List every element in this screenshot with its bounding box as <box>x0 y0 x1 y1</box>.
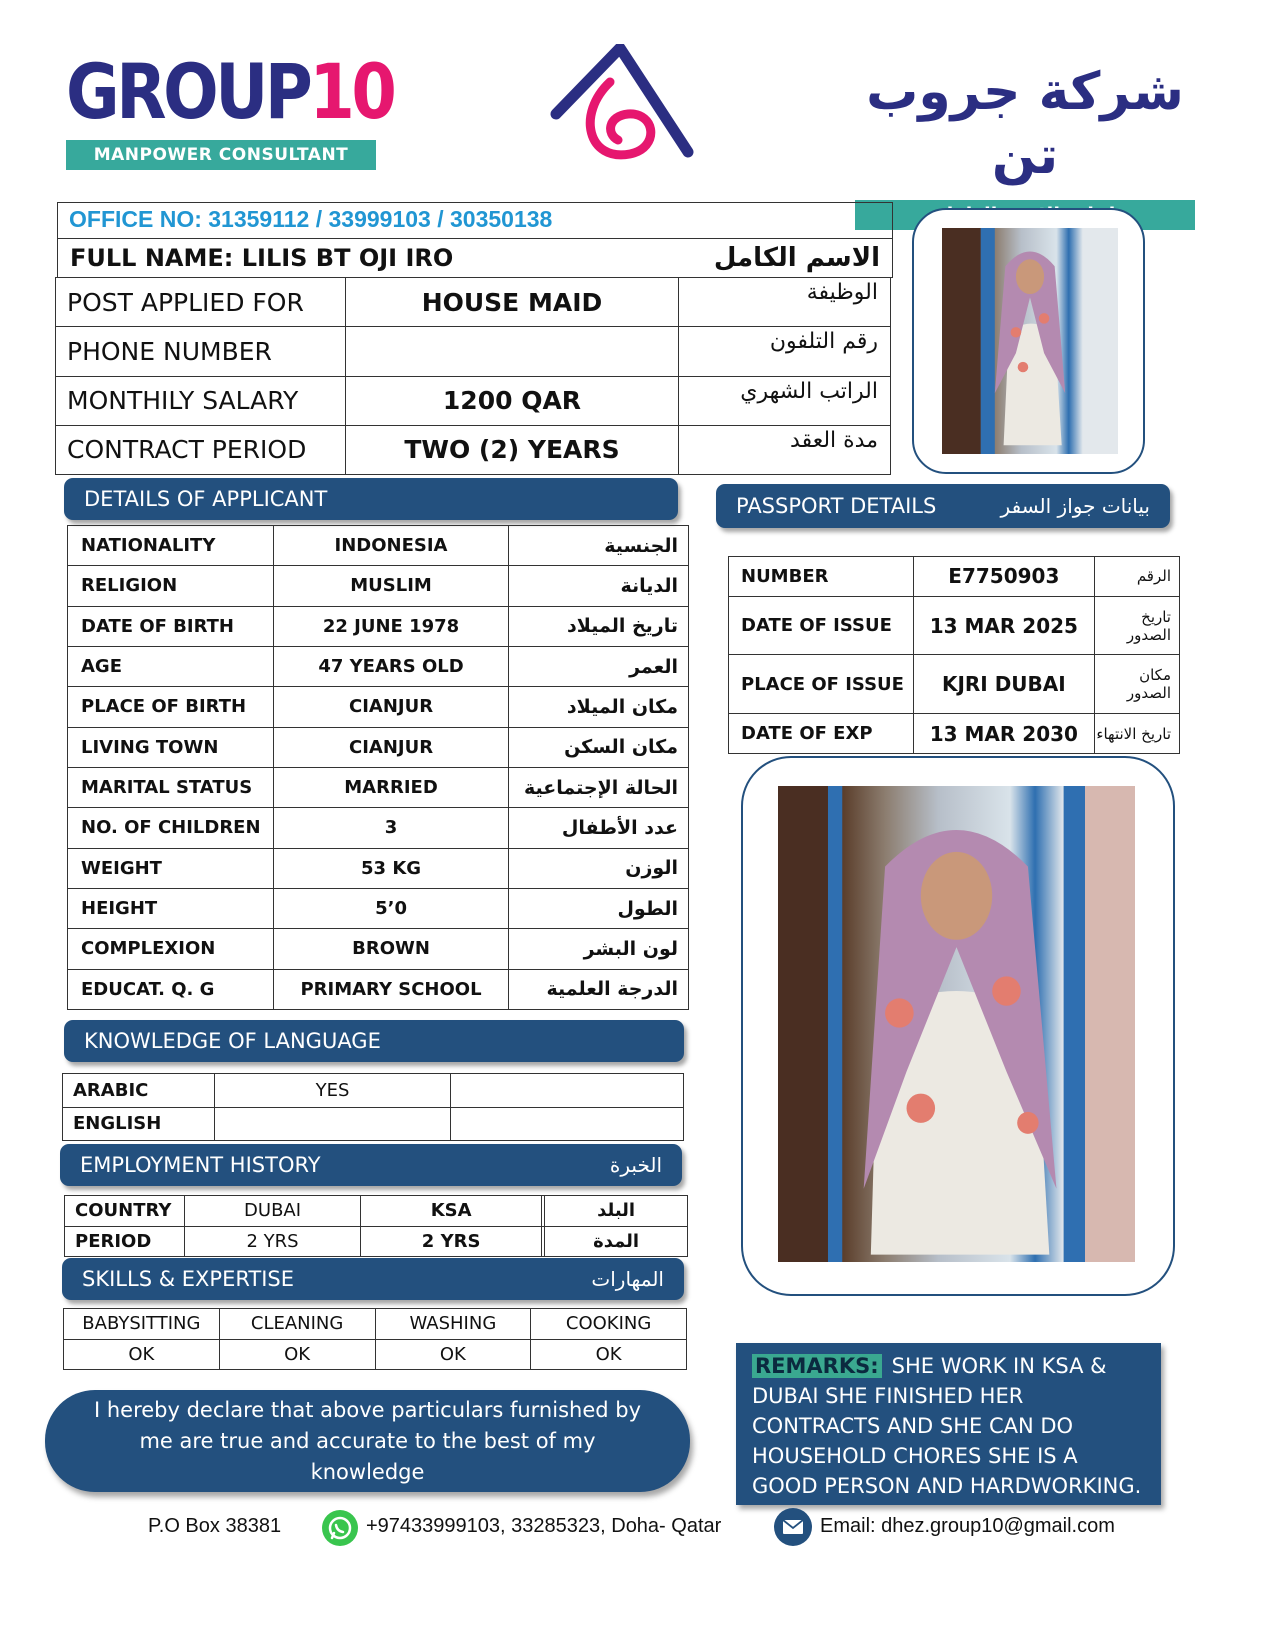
field-label-ar: مكان السكن <box>509 727 689 767</box>
country-label: COUNTRY <box>65 1196 185 1227</box>
applicant-photo-small <box>942 228 1118 454</box>
language-extra <box>451 1074 684 1108</box>
office-number: OFFICE NO: 31359112 / 33999103 / 30350138 <box>57 202 893 238</box>
table-row <box>68 848 689 888</box>
section-title: SKILLS & EXPERTISE <box>82 1267 295 1291</box>
field-value <box>345 327 679 376</box>
field-label-ar: رقم التلفون <box>679 327 891 376</box>
field-label: CONTRACT PERIOD <box>56 425 346 474</box>
remarks-label: REMARKS: <box>752 1354 882 1378</box>
table-row <box>68 929 689 969</box>
logo-tagline: MANPOWER CONSULTANT <box>66 140 376 170</box>
table-row <box>56 278 891 327</box>
skill-level: OK <box>375 1339 531 1370</box>
envelope-icon <box>774 1508 812 1546</box>
full-name: FULL NAME: LILIS BT OJI IRO <box>70 244 454 272</box>
passport-label-ar: تاريخ الصدور <box>1095 596 1180 655</box>
table-row <box>68 687 689 727</box>
table-row <box>68 526 689 566</box>
passport-label: DATE OF ISSUE <box>729 596 914 655</box>
section-header-skills <box>62 1258 684 1300</box>
field-label: PHONE NUMBER <box>56 327 346 376</box>
section-title: KNOWLEDGE OF LANGUAGE <box>84 1029 381 1053</box>
language-table <box>62 1073 684 1141</box>
period-2: 2 YRS <box>361 1226 542 1257</box>
passport-label-ar: مكان الصدور <box>1095 655 1180 714</box>
table-row <box>729 655 1180 714</box>
field-label: EDUCAT. Q. G <box>68 969 274 1009</box>
field-value: PRIMARY SCHOOL <box>273 969 509 1009</box>
field-label-ar: الوزن <box>509 848 689 888</box>
field-label-ar: لون البشر <box>509 929 689 969</box>
field-label-ar: الراتب الشهري <box>679 376 891 425</box>
skill-level: OK <box>531 1339 687 1370</box>
passport-value: 13 MAR 2030 <box>913 714 1095 754</box>
job-info-table <box>55 277 891 475</box>
declaration: I hereby declare that above particulars furnished by me are true and accurate to the best of my knowledge <box>45 1390 690 1492</box>
field-label-ar: عدد الأطفال <box>509 808 689 848</box>
skill-level: OK <box>219 1339 375 1370</box>
field-value: 53 KG <box>273 848 509 888</box>
field-label-ar: مدة العقد <box>679 425 891 474</box>
skills-table <box>63 1308 687 1370</box>
field-value: MUSLIM <box>273 566 509 606</box>
period-label-ar: المدة <box>545 1226 688 1257</box>
section-title-ar: بيانات جواز السفر <box>1000 494 1150 518</box>
field-label-ar: الحالة الإجتماعية <box>509 767 689 807</box>
skill-name: CLEANING <box>219 1309 375 1340</box>
field-label-ar: تاريخ الميلاد <box>509 606 689 646</box>
full-name-row <box>57 238 893 278</box>
field-label: PLACE OF BIRTH <box>68 687 274 727</box>
passport-label-ar: الرقم <box>1095 557 1180 597</box>
table-row <box>68 767 689 807</box>
language-level: YES <box>215 1074 451 1108</box>
field-label: MARITAL STATUS <box>68 767 274 807</box>
section-header-employment <box>60 1144 682 1186</box>
group10-logo <box>66 47 394 170</box>
period-1: 2 YRS <box>185 1226 361 1257</box>
table-row <box>68 606 689 646</box>
field-label: DATE OF BIRTH <box>68 606 274 646</box>
field-value: 5’0 <box>273 888 509 928</box>
field-label: AGE <box>68 646 274 686</box>
arabic-logo <box>855 60 1195 230</box>
applicant-photo-large <box>778 786 1135 1262</box>
field-label: COMPLEXION <box>68 929 274 969</box>
field-value: INDONESIA <box>273 526 509 566</box>
language-level <box>215 1107 451 1141</box>
field-value: TWO (2) YEARS <box>345 425 679 474</box>
table-row <box>729 596 1180 655</box>
table-row <box>64 1339 687 1370</box>
table-row <box>68 888 689 928</box>
language-name: ENGLISH <box>63 1107 215 1141</box>
table-row <box>68 727 689 767</box>
table-row <box>63 1107 684 1141</box>
section-header-passport <box>716 484 1170 528</box>
section-title: EMPLOYMENT HISTORY <box>80 1153 321 1177</box>
field-label-ar: الديانة <box>509 566 689 606</box>
table-row <box>64 1309 687 1340</box>
section-title-ar: الخبرة <box>609 1153 662 1177</box>
applicant-details-table <box>67 525 689 1010</box>
section-header-language <box>64 1020 684 1062</box>
country-2: KSA <box>361 1196 542 1227</box>
table-row <box>68 566 689 606</box>
field-value: 1200 QAR <box>345 376 679 425</box>
remarks-box <box>736 1343 1161 1505</box>
field-label-ar: الطول <box>509 888 689 928</box>
footer-email[interactable]: Email: dhez.group10@gmail.com <box>820 1515 1115 1537</box>
country-1: DUBAI <box>185 1196 361 1227</box>
table-row <box>63 1074 684 1108</box>
country-label-ar: البلد <box>545 1196 688 1227</box>
field-label: LIVING TOWN <box>68 727 274 767</box>
section-title-ar: المهارات <box>591 1267 664 1291</box>
section-header-details <box>64 478 678 520</box>
skill-level: OK <box>64 1339 220 1370</box>
passport-label: PLACE OF ISSUE <box>729 655 914 714</box>
passport-label: NUMBER <box>729 557 914 597</box>
field-label-ar: مكان الميلاد <box>509 687 689 727</box>
field-label-ar: الدرجة العلمية <box>509 969 689 1009</box>
footer-phone: +97433999103, 33285323, Doha- Qatar <box>366 1515 722 1537</box>
po-box: P.O Box 38381 <box>148 1515 282 1537</box>
table-row <box>68 646 689 686</box>
table-row <box>56 327 891 376</box>
table-row <box>56 425 891 474</box>
passport-value: E7750903 <box>913 557 1095 597</box>
section-title: PASSPORT DETAILS <box>736 494 937 518</box>
logo-wordmark: GROUP10 <box>66 47 394 136</box>
whatsapp-icon <box>322 1510 358 1546</box>
skill-name: WASHING <box>375 1309 531 1340</box>
table-row <box>65 1226 688 1257</box>
skill-name: BABYSITTING <box>64 1309 220 1340</box>
house-logo-icon <box>548 44 698 164</box>
employment-table <box>64 1195 688 1257</box>
field-label: HEIGHT <box>68 888 274 928</box>
field-value: CIANJUR <box>273 727 509 767</box>
field-label-ar: الوظيفة <box>679 278 891 327</box>
table-row <box>56 376 891 425</box>
section-title: DETAILS OF APPLICANT <box>84 487 328 511</box>
field-value: CIANJUR <box>273 687 509 727</box>
field-value: 47 YEARS OLD <box>273 646 509 686</box>
field-label-ar: الجنسية <box>509 526 689 566</box>
full-name-ar: الاسم الكامل <box>713 243 880 273</box>
period-label: PERIOD <box>65 1226 185 1257</box>
passport-label-ar: تاريخ الانتهاء <box>1095 714 1180 754</box>
language-name: ARABIC <box>63 1074 215 1108</box>
field-label: NO. OF CHILDREN <box>68 808 274 848</box>
field-label: POST APPLIED FOR <box>56 278 346 327</box>
field-value: HOUSE MAID <box>345 278 679 327</box>
passport-value: 13 MAR 2025 <box>913 596 1095 655</box>
field-value: MARRIED <box>273 767 509 807</box>
language-extra <box>451 1107 684 1141</box>
field-label: MONTHILY SALARY <box>56 376 346 425</box>
table-row <box>65 1196 688 1227</box>
remarks-text: SHE WORK IN KSA & DUBAI SHE FINISHED HER CONTRACTS AND SHE CAN DO HOUSEHOLD CHORES SHE IS A GOOD PERSON AND HARDWORKING. <box>752 1354 1142 1498</box>
field-label-ar: العمر <box>509 646 689 686</box>
table-row <box>68 808 689 848</box>
field-value: BROWN <box>273 929 509 969</box>
field-value: 3 <box>273 808 509 848</box>
field-label: RELIGION <box>68 566 274 606</box>
skill-name: COOKING <box>531 1309 687 1340</box>
passport-table <box>728 556 1180 754</box>
field-value: 22 JUNE 1978 <box>273 606 509 646</box>
field-label: NATIONALITY <box>68 526 274 566</box>
table-row <box>729 557 1180 597</box>
passport-value: KJRI DUBAI <box>913 655 1095 714</box>
passport-label: DATE OF EXP <box>729 714 914 754</box>
table-row <box>68 969 689 1009</box>
field-label: WEIGHT <box>68 848 274 888</box>
table-row <box>729 714 1180 754</box>
arabic-logo-wordmark: شركة جروب تن <box>866 62 1184 186</box>
